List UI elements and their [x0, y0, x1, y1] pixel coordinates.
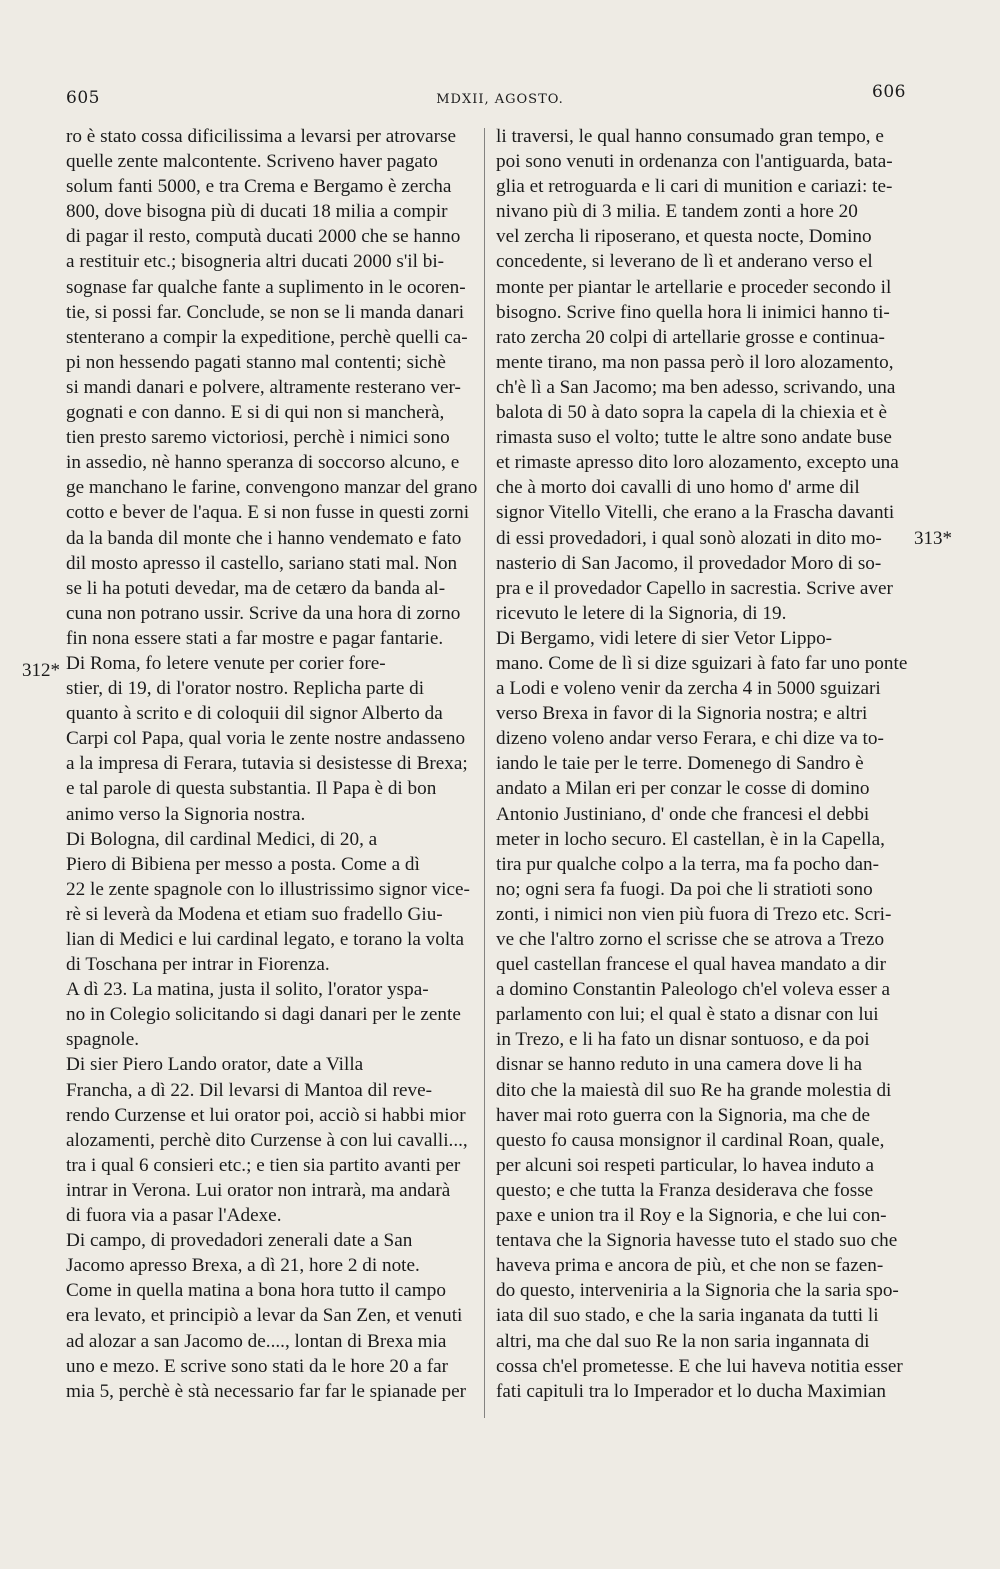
- text-line: quelle zente malcontente. Scriveno haver pagato: [66, 151, 438, 173]
- text-line: Di Bologna, dil cardinal Medici, di 20, a: [66, 828, 378, 850]
- text-line: di fuora via a pasar l'Adexe.: [66, 1205, 282, 1227]
- text-line: tien presto saremo victoriosi, perchè i nimici sono: [66, 427, 450, 449]
- text-line: rimasta suso el volto; tutte le altre sono andate buse: [496, 427, 892, 449]
- text-line: no in Colegio solicitando si dagi danari per le zente: [66, 1004, 461, 1026]
- text-line: Antonio Justiniano, d' onde che francesi el debbi: [496, 803, 870, 825]
- text-line: iando le taie per le terre. Domenego di Sandro è: [496, 753, 864, 775]
- text-line: spagnole.: [66, 1029, 140, 1051]
- text-line: Di Bergamo, vidi letere di sier Vetor Lippo-: [496, 627, 833, 649]
- text-line: in assedio, nè hanno speranza di soccorso alcuno, e: [66, 452, 460, 474]
- text-line: ro è stato cossa dificilissima a levarsi per atrovarse: [66, 126, 457, 147]
- text-line: era levato, et principiò a levar da San Zen, et venuti: [66, 1305, 463, 1327]
- text-line: a Lodi e voleno venir da zercha 4 in 5000 sguizari: [496, 678, 881, 700]
- text-line: da la banda dil monte che i hanno vendemato e fato: [66, 527, 462, 549]
- text-line: balota di 50 à dato sopra la capela di la chiexia et è: [496, 402, 888, 424]
- text-line: parlamento con lui; el qual è stato a disnar con lui: [496, 1004, 879, 1026]
- text-line: tentava che la Signoria havesse tuto el stado suo che: [496, 1230, 898, 1252]
- text-line: solum fanti 5000, e tra Crema e Bergamo è zercha: [66, 176, 452, 198]
- text-line: cuna non potrano ussir. Scrive da una hora di zorno: [66, 602, 461, 624]
- text-line: Jacomo apresso Brexa, a dì 21, hore 2 di note.: [66, 1255, 420, 1277]
- margin-note-left: 312*: [22, 660, 60, 681]
- text-line: poi sono venuti in ordenanza con l'antiguarda, bata-: [496, 151, 893, 173]
- text-line: concedente, si leverano de lì et anderano verso el: [496, 251, 873, 273]
- text-line: mia 5, perchè è stà necessario far far le spianade per: [66, 1380, 467, 1402]
- running-title: MDXII, AGOSTO.: [436, 92, 564, 107]
- text-line: in Trezo, e li ha fato un disnar sontuoso, e da poi: [496, 1029, 870, 1051]
- text-line: Di campo, di provedadori zenerali date a San: [66, 1230, 413, 1252]
- text-line: Di sier Piero Lando orator, date a Villa: [66, 1054, 364, 1076]
- text-line: alozamenti, perchè dito Curzense à con lui cavalli...,: [66, 1129, 468, 1151]
- text-line: questo fo causa monsignor il cardinal Roan, quale,: [496, 1129, 885, 1151]
- text-line: sognase far qualche fante a suplimento in le ocoren-: [66, 276, 466, 298]
- text-line: Piero di Bibiena per messo a posta. Come a dì: [66, 853, 420, 875]
- right-text-column: [496, 124, 906, 1404]
- right-page-number: 606: [872, 82, 906, 102]
- text-line: e tal parole di questa substantia. Il Papa è di bon: [66, 778, 437, 800]
- left-page-number: 605: [66, 88, 100, 108]
- text-line: iata dil suo stado, e che la saria inganata da tutti li: [496, 1305, 879, 1327]
- text-line: 800, dove bisogna più di ducati 18 milia a compir: [66, 201, 448, 223]
- text-line: stier, di 19, di l'orator nostro. Replicha parte di: [66, 678, 425, 700]
- margin-note-right: 313*: [914, 528, 952, 549]
- text-line: Di Roma, fo letere venute per corier fore-: [66, 652, 386, 674]
- text-line: monte per piantar le artellarie e proceder secondo il: [496, 276, 892, 298]
- text-line: intrar in Verona. Lui orator non intrarà, ma andarà: [66, 1179, 451, 1201]
- text-line: per alcuni soi respeti particular, lo havea induto a: [496, 1154, 875, 1176]
- text-line: che à morto doi cavalli di uno homo d' arme dil: [496, 477, 860, 499]
- text-line: quanto à scrito e di coloquii dil signor Alberto da: [66, 703, 443, 725]
- text-line: tie, si possi far. Conclude, se non se li manda danari: [66, 301, 465, 323]
- text-line: no; ogni sera fa fuogi. Da poi che li stratioti sono: [496, 878, 873, 900]
- text-line: ve che l'altro zorno el scrisse che se atrova a Trezo: [496, 929, 885, 950]
- text-line: di pagar il resto, computà ducati 2000 che se hanno: [66, 226, 461, 248]
- text-line: pra e il provedador Capello in sacrestia. Scrive aver: [496, 577, 893, 599]
- text-line: ge manchano le farine, convengono manzar del grano: [66, 477, 478, 499]
- text-line: rendo Curzense et lui orator poi, acciò si habbi mior: [66, 1104, 466, 1126]
- text-line: zonti, i nimici non vien più fuora di Trezo etc. Scri-: [496, 903, 892, 925]
- text-line: ad alozar a san Jacomo de...., lontan di Brexa mia: [66, 1330, 447, 1352]
- text-line: 22 le zente spagnole con lo illustrissimo signor vice-: [66, 878, 470, 900]
- text-line: nivano più di 3 milia. E tandem zonti a hore 20: [496, 201, 858, 223]
- text-line: ricevuto le letere di la Signoria, di 19.: [496, 602, 787, 624]
- text-line: questo; e che tutta la Franza desiderava che fosse: [496, 1179, 874, 1201]
- text-line: altri, ma che dal suo Re la non saria ingannata di: [496, 1330, 870, 1352]
- text-line: stenterano a compir la expeditione, perchè quelli ca-: [66, 326, 468, 348]
- text-line: di Toschana per intrar in Fiorenza.: [66, 954, 330, 976]
- text-line: nasterio di San Jacomo, il provedador Moro di so-: [496, 552, 882, 574]
- text-line: si mandi danari e polvere, altramente resterano ver-: [66, 376, 461, 398]
- text-line: vel zercha li riposerano, et questa nocte, Domino: [496, 226, 872, 248]
- text-line: bisogno. Scrive fino quella hora li inimici hanno ti-: [496, 301, 890, 323]
- text-line: Come in quella matina a bona hora tutto il campo: [66, 1280, 446, 1302]
- text-line: a restituir etc.; bisogneria altri ducati 2000 s'il bi-: [66, 251, 445, 273]
- text-line: animo verso la Signoria nostra.: [66, 803, 306, 825]
- text-line: dizeno voleno andar verso Ferara, e chi dize va to-: [496, 728, 884, 750]
- text-line: andato a Milan eri per conzar le cosse di domino: [496, 778, 870, 800]
- text-line: di essi provedadori, i qual sonò alozati in dito mo-: [496, 527, 882, 549]
- text-line: glia et retroguarda e li cari di munition e cariazi: te-: [496, 176, 893, 198]
- text-line: haveva prima e ancora de più, et che non se fazen-: [496, 1255, 884, 1277]
- text-line: fati capituli tra lo Imperador et lo ducha Maximian: [496, 1380, 887, 1402]
- text-line: signor Vitello Vitelli, che erano a la Frascha davanti: [496, 502, 895, 524]
- text-line: cossa ch'el prometesse. E che lui haveva notitia esser: [496, 1355, 903, 1377]
- text-line: mente tirano, ma non passa però il loro alozamento,: [496, 351, 894, 373]
- text-line: quel castellan francese el qual havea mandato a dir: [496, 954, 886, 976]
- column-divider: [484, 128, 485, 1418]
- text-line: dito che la maiestà dil suo Re ha grande molestia di: [496, 1079, 892, 1101]
- text-line: do questo, interveniria a la Signoria che la saria spo-: [496, 1280, 899, 1302]
- text-line: ch'è lì a San Jacomo; ma ben adesso, scrivando, una: [496, 376, 896, 398]
- text-line: paxe e union tra il Roy e la Signoria, e che lui con-: [496, 1205, 887, 1227]
- text-line: a la impresa di Ferara, tutavia si desistesse di Brexa;: [66, 753, 468, 775]
- text-line: et rimaste apresso dito loro alozamento, excepto una: [496, 452, 899, 474]
- text-line: verso Brexa in favor di la Signoria nostra; e altri: [496, 703, 868, 725]
- text-line: disnar se hanno reduto in una camera dove li ha: [496, 1054, 863, 1076]
- text-line: tra i qual 6 consieri etc.; e tien sia partito avanti per: [66, 1154, 461, 1176]
- text-line: gognati e con danno. E si di qui non si mancherà,: [66, 402, 445, 424]
- text-line: Carpi col Papa, qual voria le zente nostre andasseno: [66, 728, 466, 750]
- text-line: Francha, a dì 22. Dil levarsi di Mantoa dil reve-: [66, 1079, 433, 1101]
- text-line: meter in locho securo. El castellan, è in la Capella,: [496, 828, 885, 850]
- text-line: rè si leverà da Modena et etiam suo fradello Giu-: [66, 903, 443, 925]
- text-line: fin nona essere stati a far mostre e pagar fantarie.: [66, 627, 444, 649]
- text-line: li traversi, le qual hanno consumado gran tempo, e: [496, 126, 884, 147]
- text-line: pi non hessendo pagati stanno mal contenti; sichè: [66, 351, 446, 373]
- text-line: tira pur qualche colpo a la terra, ma fa pocho dan-: [496, 853, 880, 875]
- text-line: dil mosto apresso il castello, sariano stati mal. Non: [66, 552, 458, 574]
- text-line: a domino Constantin Paleologo ch'el voleva esser a: [496, 979, 891, 1001]
- left-text-column: [66, 124, 478, 1404]
- text-line: lian di Medici e lui cardinal legato, e torano la volta: [66, 929, 465, 950]
- text-line: A dì 23. La matina, justa il solito, l'orator yspa-: [66, 979, 429, 1001]
- text-line: mano. Come de lì si dize sguizari à fato far uno ponte: [496, 652, 908, 674]
- text-line: se li ha potuti devedar, ma de cetæro da banda al-: [66, 577, 446, 599]
- text-line: cotto e bever de l'aqua. E si non fusse in questi zorni: [66, 502, 470, 524]
- text-line: rato zercha 20 colpi di artellarie grosse e continua-: [496, 326, 885, 348]
- text-line: uno e mezo. E scrive sono stati da le hore 20 a far: [66, 1355, 449, 1377]
- text-line: haver mai roto guerra con la Signoria, ma che de: [496, 1104, 871, 1126]
